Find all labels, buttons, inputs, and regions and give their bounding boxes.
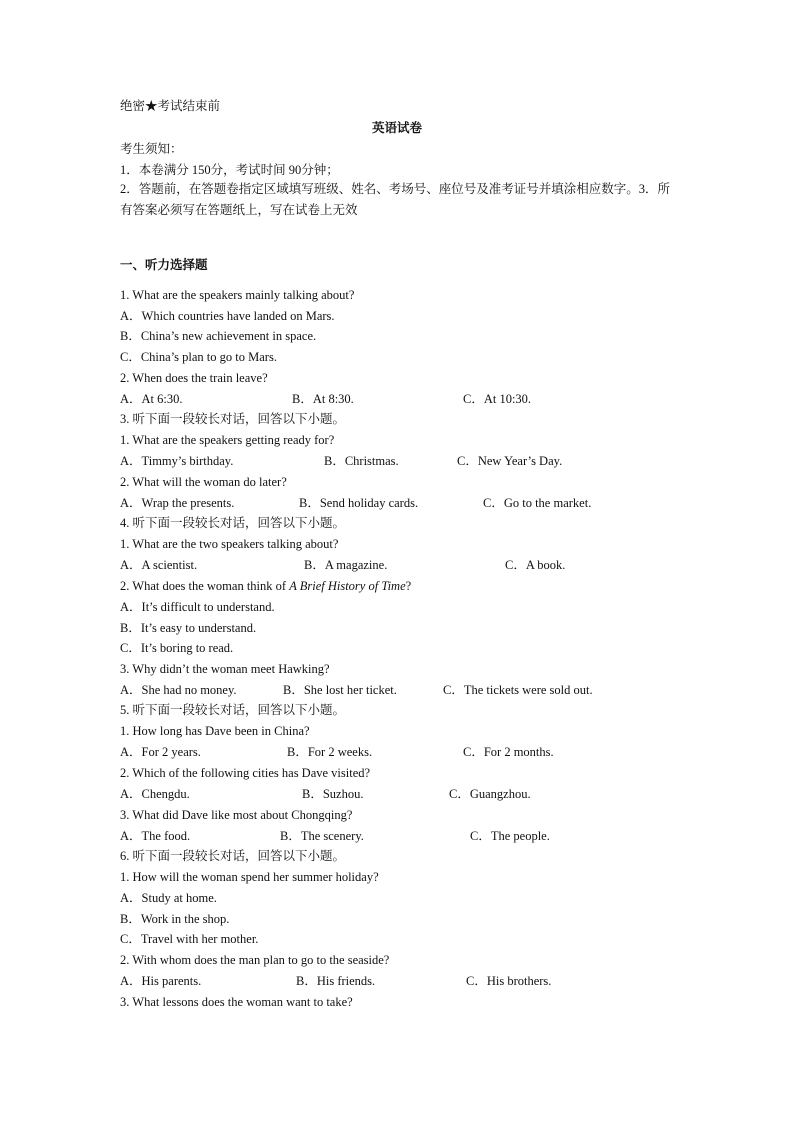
option: C．The tickets were sold out. [443,683,593,697]
option: B．A magazine. [304,558,388,572]
option: A．The food. [120,829,191,843]
option: B．Work in the shop. [120,912,230,926]
option: B．Suzhou. [302,787,364,801]
question: 2. Which of the following cities has Dave visited? [120,766,371,780]
option: B．China’s new achievement in space. [120,329,317,343]
option: A．Study at home. [120,891,217,905]
dialogue-intro: 3. 听下面一段较长对话，回答以下小题。 [120,412,346,426]
dialogue-intro: 5. 听下面一段较长对话，回答以下小题。 [120,703,346,717]
option: C．A book. [505,558,566,572]
option: C．The people. [470,829,550,843]
option: B．His friends. [296,974,376,988]
question: 3. Why didn’t the woman meet Hawking? [120,662,330,676]
question [120,578,411,594]
option: B．Send holiday cards. [299,496,419,510]
question: 2. When does the train leave? [120,371,268,385]
option: A．She had no money. [120,683,237,697]
question: 1. What are the speakers getting ready for? [120,433,335,447]
question-mark: ? [405,579,412,593]
option: A．Timmy’s birthday. [120,454,234,468]
option: A．His parents. [120,974,202,988]
notice-item-1: 1．本卷满分 150分，考试时间 90分钟； [120,163,339,177]
option: C．It’s boring to read. [120,641,234,655]
option: A．Wrap the presents. [120,496,235,510]
option: C．His brothers. [466,974,552,988]
option: A．A scientist. [120,558,198,572]
page-title: 英语试卷 [371,121,422,135]
option: A．It’s difficult to understand. [120,600,275,614]
question: 1. What are the speakers mainly talking about? [120,288,355,302]
option: A．At 6:30. [120,392,183,406]
option: B．She lost her ticket. [283,683,397,697]
section-heading: 一、听力选择题 [120,258,208,272]
dialogue-intro: 4. 听下面一段较长对话，回答以下小题。 [120,516,346,530]
notice-label: 考生须知： [120,142,183,156]
book-title: A Brief History of Time [289,579,406,593]
option: C．At 10:30. [463,392,532,406]
notice-item-2: 2．答题前，在答题卷指定区域填写班级、姓名、考场号、座位号及准考证号并填涂相应数字。3．所有答案必须写在答题纸上，写在试卷上无效 [120,182,671,217]
option: B．Christmas. [324,454,399,468]
option: B．For 2 weeks. [287,745,373,759]
option: C．Go to the market. [483,496,592,510]
dialogue-intro: 6. 听下面一段较长对话，回答以下小题。 [120,849,346,863]
option: B．At 8:30. [292,392,354,406]
question: 3. What lessons does the woman want to take? [120,995,353,1009]
option: C．China’s plan to go to Mars. [120,350,277,364]
question: 1. How long has Dave been in China? [120,724,310,738]
option: C．Travel with her mother. [120,932,259,946]
option: B．The scenery. [280,829,364,843]
option: A．Chengdu. [120,787,190,801]
option: C．New Year’s Day. [457,454,563,468]
question-text: 2. What does the woman think of [120,579,290,593]
option: C．Guangzhou. [449,787,531,801]
option: B．It’s easy to understand. [120,621,257,635]
question: 1. How will the woman spend her summer holiday? [120,870,379,884]
option: A．Which countries have landed on Mars. [120,309,335,323]
question: 2. With whom does the man plan to go to the seaside? [120,953,390,967]
option: C．For 2 months. [463,745,554,759]
question: 3. What did Dave like most about Chongqing? [120,808,353,822]
question: 1. What are the two speakers talking about? [120,537,339,551]
confidential-label: 绝密★考试结束前 [120,99,221,113]
question: 2. What will the woman do later? [120,475,287,489]
option: A．For 2 years. [120,745,201,759]
